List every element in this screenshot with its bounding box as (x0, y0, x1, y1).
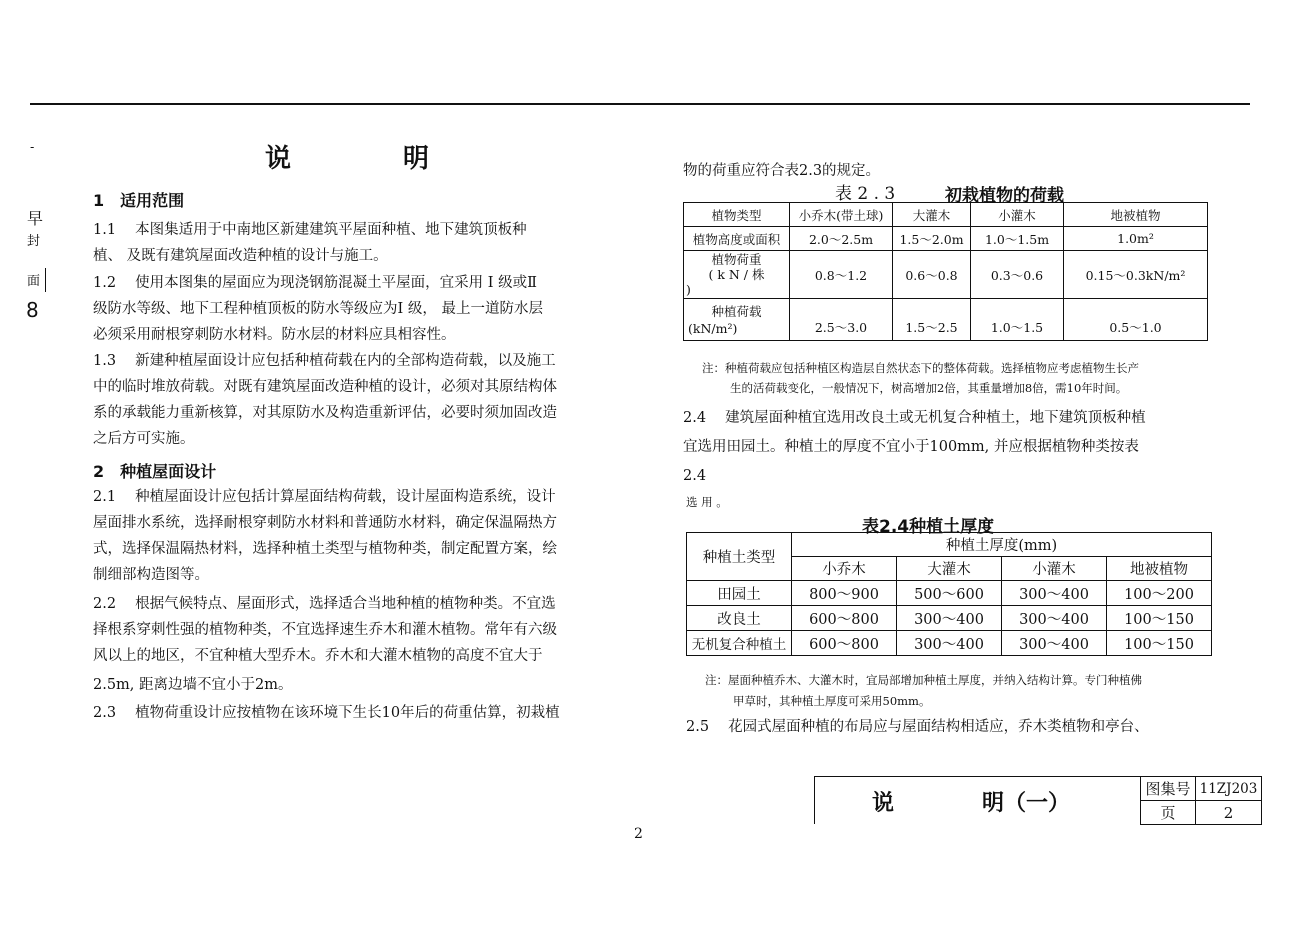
table-header-cell: 大灌木 (897, 557, 1002, 581)
section-heading-1: 1 适用范围 (93, 191, 185, 210)
table-cell: 田园土 (687, 581, 792, 606)
table-cell: 改良土 (687, 606, 792, 631)
paragraph-2-2: 2.2 根据气候特点、屋面形式，选择适合当地种植的植物种类。不宜选 择根系穿刺性强的植物种类，不宜选择速生乔木和灌木植物。常年有六级 风以上的地区，不宜种植大型乔木。乔木和大灌木植物的高度不宜大于 (93, 596, 557, 664)
table-header-cell: 小灌木 (1002, 557, 1107, 581)
table-cell: 1.0～1.5 (971, 299, 1064, 341)
table-cell: 300～400 (1002, 606, 1107, 631)
table-2-3-number: 表 2 . 3 (835, 184, 896, 204)
table-cell: 600～800 (792, 631, 897, 656)
paragraph-2-3-cont: 物的荷重应符合表2.3的规定。 (683, 163, 881, 179)
page-number: 2 (634, 826, 643, 842)
paragraph-1-3: 1.3 新建种植屋面设计应包括种植荷载在内的全部构造荷载，以及施工 中的临时堆放荷载。对既有建筑屋面改造种植的设计，必须对其原结构体 系的承载能力重新核算，对其原防水及构造重新评估，必要时须加固改造 之后方可实施。 (93, 353, 557, 447)
table-header-cell: 小乔木 (792, 557, 897, 581)
title-block-top-border (814, 776, 1140, 777)
table-cell: 300～400 (897, 606, 1002, 631)
margin-mark: 早 (27, 209, 44, 228)
table-cell: 无机复合种植土 (687, 631, 792, 656)
table-cell: 0.15～0.3kN/m² (1064, 251, 1208, 299)
table-header-cell: 小乔木(带土球) (790, 203, 893, 227)
table-cell: 0.3～0.6 (971, 251, 1064, 299)
table-cell: 植物高度或面积 (684, 227, 790, 251)
table-header-cell: 小灌木 (971, 203, 1064, 227)
table-header-cell: 大灌木 (893, 203, 971, 227)
table-cell: 1.0m² (1064, 227, 1208, 251)
table-2-3-caption: 初栽植物的荷载 (945, 186, 1064, 206)
table-cell: 种植荷载 (kN/m²) (684, 299, 790, 341)
paragraph-2-2-cont: 2.5m, 距离边墙不宜小于2m。 (93, 677, 293, 693)
margin-mark: 8 (26, 298, 39, 322)
table-header-cell: 地被植物 (1064, 203, 1208, 227)
table-cell: 300～400 (1002, 581, 1107, 606)
table-cell: 600～800 (792, 606, 897, 631)
table-2-4-caption: 表2.4种植土厚度 (862, 517, 995, 537)
table-row (687, 581, 1212, 606)
table-2-4-note: 注：屋面种植乔木、大灌木时，宜局部增加种植土厚度，并纳入结构计算。专门种植佛 甲草时，其种植土厚度可采用50mm。 (705, 673, 1142, 708)
table-header-cell: 种植土厚度(mm) (792, 533, 1212, 557)
table-cell: 2.5～3.0 (790, 299, 893, 341)
table-2-3-note: 注：种植荷载应包括种植区构造层自然状态下的整体荷载。选择植物应考虑植物生长产 生的活荷载变化，一般情况下，树高增加2倍，其重量增加8倍，需10年时间。 (702, 361, 1139, 395)
title-block-table (1140, 776, 1262, 825)
table-cell: 300～400 (1002, 631, 1107, 656)
plant-load-table (683, 202, 1208, 341)
page-title: 说 明 (265, 144, 430, 174)
atlas-label: 图集号 (1141, 777, 1196, 801)
table-cell: 800～900 (792, 581, 897, 606)
table-cell: 100～150 (1107, 606, 1212, 631)
paragraph-1-2: 1.2 使用本图集的屋面应为现浇钢筋混凝土平屋面，宜采用 Ⅰ 级或Ⅱ 级防水等级、地下工程种植顶板的防水等级应为Ⅰ 级， 最上一道防水层 必须采用耐根穿刺防水材料。防水层的材料应具相容性。 (93, 275, 543, 343)
table-cell: 1.5～2.5 (893, 299, 971, 341)
table-header-cell: 地被植物 (1107, 557, 1212, 581)
paragraph-2-4-cont: 选 用 。 (686, 495, 728, 509)
table-cell: 500～600 (897, 581, 1002, 606)
table-cell: 100～200 (1107, 581, 1212, 606)
table-row (684, 251, 1208, 299)
paragraph-2-3: 2.3 植物荷重设计应按植物在该环境下生长10年后的荷重估算，初栽植 (93, 705, 560, 721)
table-row (684, 227, 1208, 251)
margin-tick (45, 268, 46, 292)
paragraph-2-5: 2.5 花园式屋面种植的布局应与屋面结构相适应，乔木类植物和亭台、 (686, 719, 1149, 735)
table-header-cell: 植物类型 (684, 203, 790, 227)
paragraph-1-1: 1.1 本图集适用于中南地区新建建筑平屋面种植、地下建筑顶板种 植、 及既有建筑屋面改造种植的设计与施工。 (93, 222, 527, 264)
paragraph-2-1: 2.1 种植屋面设计应包括计算屋面结构荷载，设计屋面构造系统，设计 屋面排水系统，选择耐根穿刺防水材料和普通防水材料，确定保温隔热方 式，选择保温隔热材料，选择种植土类型与植物种类，制定配置方案，绘 制细部构造图等。 (93, 489, 557, 583)
margin-mark: 封 (27, 234, 41, 249)
table-cell: 0.6～0.8 (893, 251, 971, 299)
page-label: 页 (1141, 801, 1196, 825)
table-cell: 1.0～1.5m (971, 227, 1064, 251)
section-heading-2: 2 种植屋面设计 (93, 462, 217, 481)
table-cell: 300～400 (897, 631, 1002, 656)
soil-thickness-table (686, 532, 1212, 656)
table-row (684, 299, 1208, 341)
page-value: 2 (1196, 801, 1262, 825)
margin-mark: - (30, 140, 35, 154)
table-cell: 植物荷重 ( k N / 株 ) (684, 251, 790, 299)
table-cell: 0.8～1.2 (790, 251, 893, 299)
table-header-cell: 种植土类型 (687, 533, 792, 581)
title-block-name: 说 明（一） (872, 790, 1071, 816)
margin-mark: 面 (27, 274, 41, 289)
title-block-left-border (814, 776, 815, 824)
table-cell: 2.0～2.5m (790, 227, 893, 251)
table-cell: 0.5～1.0 (1064, 299, 1208, 341)
table-row (687, 606, 1212, 631)
paragraph-2-4: 2.4 建筑屋面种植宜选用改良土或无机复合种植土，地下建筑顶板种植 宜选用田园土。种植土的厚度不宜小于100mm, 并应根据植物种类按表 2.4 (683, 410, 1146, 484)
table-cell: 1.5～2.0m (893, 227, 971, 251)
atlas-number: 11ZJ203 (1196, 777, 1262, 801)
table-row (687, 631, 1212, 656)
top-rule (30, 103, 1250, 105)
table-cell: 100～150 (1107, 631, 1212, 656)
